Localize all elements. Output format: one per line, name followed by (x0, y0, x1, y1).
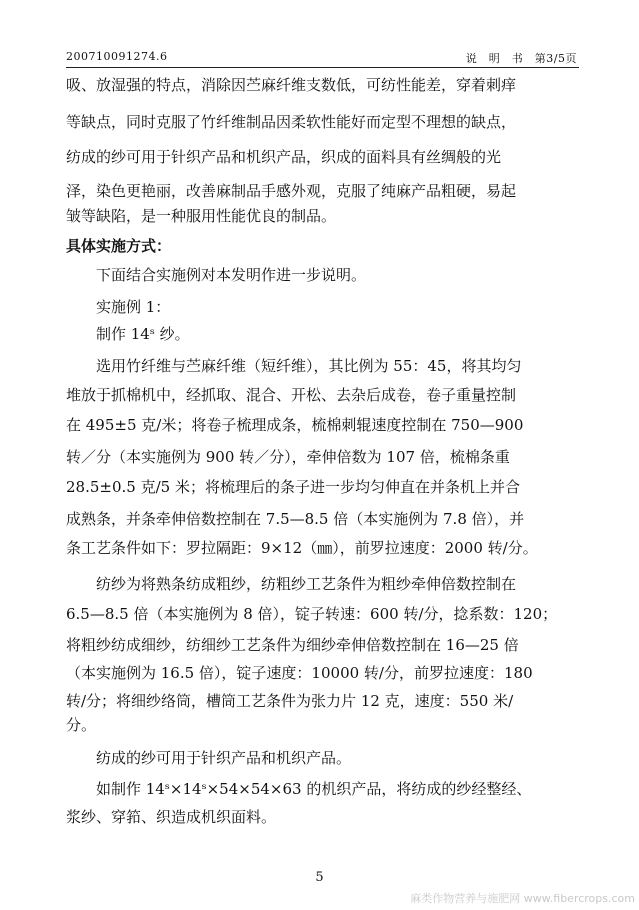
body-line: 转/分；将细纱络筒，槽筒工艺条件为张力片 12 克，速度：550 米/ (66, 692, 514, 710)
body-line: 纺纱为将熟条纺成粗纱，纺粗纱工艺条件为粗纱牵伸倍数控制在 (66, 575, 517, 593)
watermark: 麻类作物营养与施肥网 www.fibercrops.com (410, 892, 635, 905)
body-line: 制作 14ˢ 纱。 (66, 325, 190, 343)
body-line: 泽，染色更艳丽，改善麻制品手感外观，克服了纯麻产品粗硬，易起 (66, 182, 517, 200)
page-number: 5 (315, 870, 324, 885)
body-line: 条工艺条件如下：罗拉隔距：9×12（㎜），前罗拉速度：2000 转/分。 (66, 539, 538, 557)
body-line: （本实施例为 16.5 倍），锭子速度：10000 转/分，前罗拉速度：180 (66, 664, 533, 682)
body-line: 堆放于抓棉机中，经抓取、混合、开松、去杂后成卷，卷子重量控制 (66, 386, 517, 404)
body-line: 在 495±5 克/米；将卷子梳理成条，梳棉刺辊速度控制在 750—900 (66, 416, 524, 434)
body-line: 下面结合实施例对本发明作进一步说明。 (66, 266, 367, 284)
application-number: 200710091274.6 (66, 50, 168, 63)
body-line: 28.5±0.5 克/5 米；将梳理后的条子进一步均匀伸直在并条机上并合 (66, 478, 520, 496)
body-line: 如制作 14ˢ×14ˢ×54×54×63 的机织产品，将纺成的纱经整经、 (66, 780, 532, 798)
body-line: 纺成的纱可用于针织产品和机织产品，织成的面料具有丝绸般的光 (66, 148, 502, 166)
body-line: 实施例 1： (66, 298, 171, 316)
section-heading: 具体实施方式： (66, 237, 172, 255)
body-line: 等缺点，同时克服了竹纤维制品因柔软性能好而定型不理想的缺点， (66, 113, 517, 131)
body-line: 6.5—8.5 倍（本实施例为 8 倍），锭子转速：600 转/分，捻系数：120； (66, 605, 558, 623)
header-rule (66, 67, 579, 68)
body-line: 将粗纱纺成细纱，纺细纱工艺条件为细纱牵伸倍数控制在 16—25 倍 (66, 636, 519, 654)
body-line: 分。 (66, 716, 97, 734)
body-line: 皱等缺陷，是一种服用性能优良的制品。 (66, 207, 337, 225)
body-line: 转／分（本实施例为 900 转／分），牵伸倍数为 107 倍，梳棉条重 (66, 448, 510, 466)
header-title-page: 说 明 书 第3/5页 (465, 52, 577, 65)
body-line: 吸、放湿强的特点，消除因苎麻纤维支数低，可纺性能差，穿着刺痒 (66, 76, 517, 94)
body-line: 纺成的纱可用于针织产品和机织产品。 (66, 749, 352, 767)
body-line: 浆纱、穿筘、织造成机织面料。 (66, 808, 277, 826)
body-line: 成熟条，并条牵伸倍数控制在 7.5—8.5 倍（本实施例为 7.8 倍），并 (66, 510, 525, 528)
body-line: 选用竹纤维与苎麻纤维（短纤维），其比例为 55：45，将其均匀 (66, 357, 522, 375)
